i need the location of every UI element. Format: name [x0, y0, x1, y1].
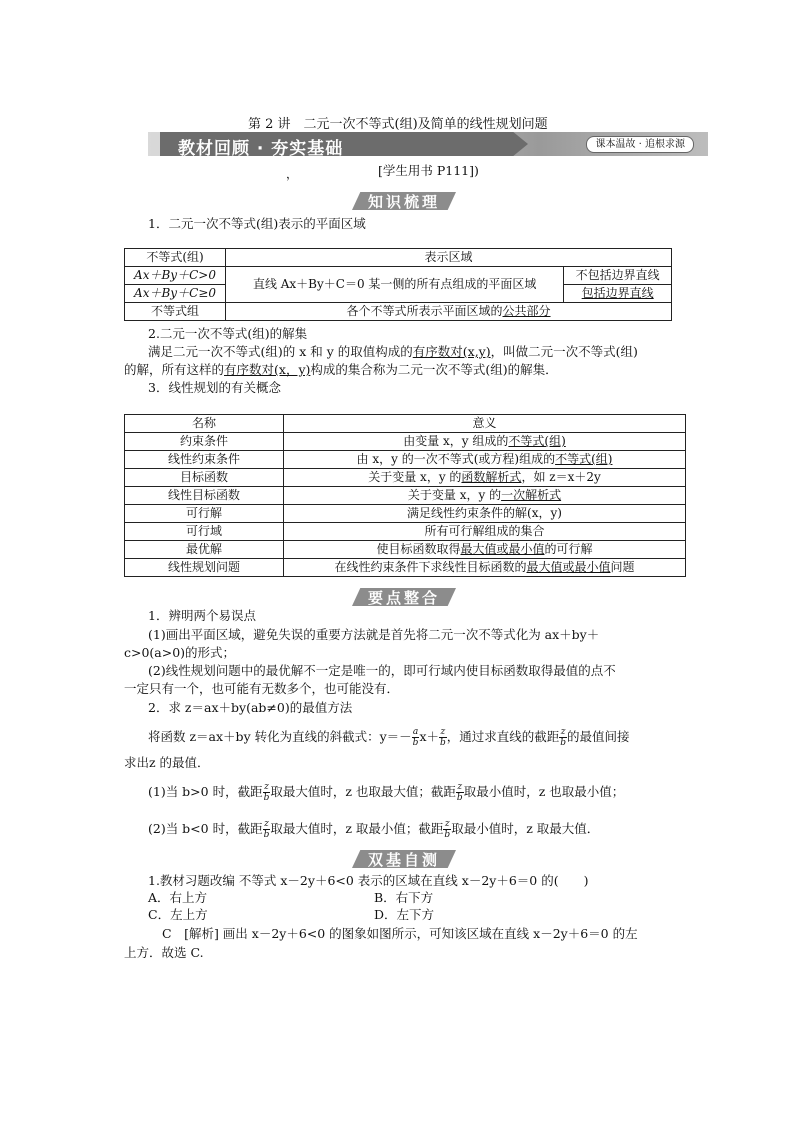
table1-row3-region: 各个不等式所表示平面区域的公共部分 — [226, 303, 672, 321]
key-point2-line4: (2)当 b<0 时，截距 $\frac{z}{b}$ 取最大值时，z 取最小值；截距 $\frac{z}{b}$ 取最小值时，z 取最大值． — [148, 819, 600, 840]
fraction-a-over-b: $\frac{a}{b}$ — [412, 727, 419, 748]
fraction-z-over-b: $\frac{z}{b}$ — [440, 727, 446, 748]
heading-key-points: 要点整合 — [352, 586, 456, 606]
table-row — [125, 541, 686, 559]
table1-row1-ineq: Ax＋By＋C>0 — [125, 267, 226, 285]
table2-row-meaning: 所有可行解组成的集合 — [284, 523, 686, 541]
fraction-z-over-b: $\frac{z}{b}$ — [560, 727, 567, 748]
table2-row-name: 线性规划问题 — [125, 559, 284, 577]
banner-tag: 课本温故 · 追根求源 — [586, 136, 694, 153]
key-point2-line1: 将函数 z＝ax＋by 转化为直线的斜截式：y＝－ $\frac{a}{b}$ x＋ $\frac{z}{b}$ ，通过求直线的截距 $\frac{z}{b}$ 的最值间接 — [148, 727, 630, 748]
table2-row-name: 目标函数 — [125, 469, 284, 487]
table-row — [125, 451, 686, 469]
table-row — [125, 469, 686, 487]
item2-line1: 满足二元一次不等式(组)的 x 和 y 的取值构成的有序数对(x,y)，叫做二元一次不等式(组) — [148, 344, 638, 359]
table2-row-name: 可行域 — [125, 523, 284, 541]
stray-comma: ， — [286, 167, 299, 181]
option-a: A．右上方 — [148, 890, 208, 905]
table2-row-name: 最优解 — [125, 541, 284, 559]
heading-knowledge: 知识梳理 — [352, 190, 456, 210]
option-b: B．右下方 — [374, 890, 434, 905]
table1-row2-ineq: Ax＋By＋C≥0 — [125, 285, 226, 303]
item1-title: 1．二元一次不等式(组)表示的平面区域 — [148, 216, 366, 231]
table2-header-meaning: 意义 — [284, 415, 686, 433]
key-point1-line3: (2)线性规划问题中的最优解不一定是唯一的，即可行域内使目标函数取得最值的点不 — [148, 663, 616, 678]
table2-row-name: 线性约束条件 — [125, 451, 284, 469]
table-row — [125, 559, 686, 577]
table2-header-name: 名称 — [125, 415, 284, 433]
table-row — [125, 523, 686, 541]
key-point1-line2: c>0(a>0)的形式； — [124, 645, 236, 660]
page-title: 第 2 讲 二元一次不等式(组)及简单的线性规划问题 — [248, 117, 548, 132]
table2-row-name: 线性目标函数 — [125, 487, 284, 505]
key-point2-title: 2．求 z＝ax＋by(ab≠0)的最值方法 — [148, 700, 353, 715]
table2-row-meaning: 由变量 x，y 组成的不等式(组) — [284, 433, 686, 451]
banner-title: 教材回顾 · 夯实基础 — [178, 139, 344, 159]
table2-row-meaning: 由 x，y 的一次不等式(或方程)组成的不等式(组) — [284, 451, 686, 469]
key-point1-line1: (1)画出平面区域，避免失误的重要方法就是首先将二元一次不等式化为 ax＋by＋ — [148, 627, 600, 642]
table2-row-name: 可行解 — [125, 505, 284, 523]
key-point1-line4: 一定只有一个，也可能有无数多个，也可能没有． — [124, 681, 400, 696]
question-1: 1.教材习题改编 不等式 x－2y＋6<0 表示的区域在直线 x－2y＋6＝0 的( ) — [148, 873, 589, 888]
table2-row-meaning: 满足线性约束条件的解(x，y) — [284, 505, 686, 523]
answer-line2: 上方．故选 C. — [124, 945, 204, 960]
table-row — [125, 487, 686, 505]
book-reference: [学生用书 P111]) — [378, 163, 479, 178]
item3-title: 3．线性规划的有关概念 — [148, 380, 281, 395]
table1-header-ineq: 不等式(组) — [125, 249, 226, 267]
linear-programming-table — [124, 414, 686, 577]
table2-row-meaning: 在线性约束条件下求线性目标函数的最大值或最小值问题 — [284, 559, 686, 577]
option-d: D．左下方 — [374, 907, 435, 922]
heading-self-test: 双基自测 — [352, 848, 456, 868]
key-point2-line2: 求出z 的最值． — [124, 755, 210, 770]
region-table — [124, 248, 672, 321]
table1-row1-boundary: 不包括边界直线 — [564, 267, 672, 285]
option-c: C．左上方 — [148, 907, 208, 922]
table2-row-meaning: 关于变量 x，y 的函数解析式，如 z＝x＋2y — [284, 469, 686, 487]
table1-row3-ineq: 不等式组 — [125, 303, 226, 321]
table2-row-meaning: 使目标函数取得最大值或最小值的可行解 — [284, 541, 686, 559]
key-point2-line3: (1)当 b>0 时，截距 $\frac{z}{b}$ 取最大值时，z 也取最大值；截距 $\frac{z}{b}$ 取最小值时，z 也取最小值； — [148, 782, 625, 803]
item2-line2: 的解，所有这样的有序数对(x，y)构成的集合称为二元一次不等式(组)的解集． — [124, 362, 558, 377]
answer-line1: C [解析] 画出 x－2y＋6<0 的图象如图所示，可知该区域在直线 x－2y＋6＝0 的左 — [162, 926, 638, 941]
key-point1-title: 1．辨明两个易误点 — [148, 608, 256, 623]
table1-row2-boundary: 包括边界直线 — [564, 285, 672, 303]
section-banner — [148, 132, 708, 159]
table1-merged-region: 直线 Ax＋By＋C＝0 某一侧的所有点组成的平面区域 — [226, 267, 564, 303]
table2-row-name: 约束条件 — [125, 433, 284, 451]
table-row — [125, 433, 686, 451]
table1-header-region: 表示区域 — [226, 249, 672, 267]
table2-row-meaning: 关于变量 x，y 的一次解析式 — [284, 487, 686, 505]
item2-title: 2.二元一次不等式(组)的解集 — [148, 326, 308, 341]
table-row — [125, 505, 686, 523]
